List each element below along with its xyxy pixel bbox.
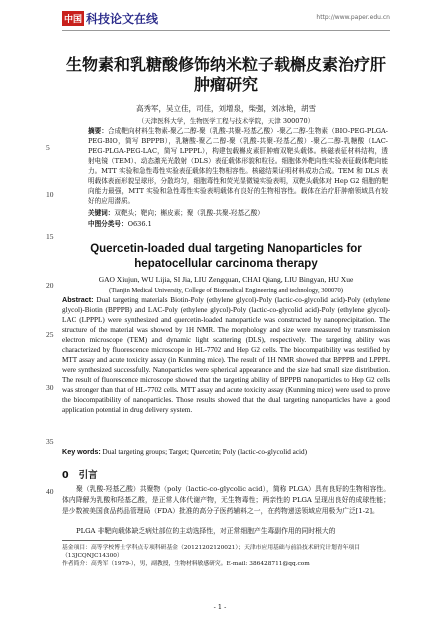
section-heading-introduction <box>62 467 108 481</box>
line-number: 15 <box>46 232 54 241</box>
section-title: 引言 <box>78 470 98 481</box>
chinese-title: 生物素和乳糖酸修饰纳米粒子载槲皮素治疗肝肿瘤研究 <box>65 55 386 94</box>
english-keywords <box>62 447 390 457</box>
chinese-abstract-text: 合成靶向材料生物素-聚乙二醇-聚（乳酸-共聚-羟基乙酸）-聚乙二醇-生物素（BIO-PEG-PLGA-PEG-BIO，简写 BPPPB），乳糖酸-聚乙二醇-聚（乳酸-共聚-羟基乙酸）-聚乙二醇-乳糖酸（LAC-PEG-PLGA-PEG-LAC，简写 LPPPL），构建包载槲皮素肝肿瘤双靶头载体。核磁表征材料结构，透射电镜（TEM）、动态激光光散射（DLS）表征载体形貌和粒径。细胞体外靶向性实验表征载体靶向能力。MTT 实验和急性毒性实验表征载体的生物相容性。核磁结果证明材料成功合成。TEM 和 DLS 表明载体表面形貌呈球形，分散均匀，细胞毒性和荧光显微镜实验表明，双靶头载体对 Hep G2 细胞的靶向能力最强，MTT 实验和急性毒性实验表明载体有良好的生物相容性。载体在治疗肝肿瘤领域具有较好的应用潜质。 <box>88 127 389 205</box>
english-abstract-label: Abstract: <box>62 295 94 304</box>
line-number: 5 <box>46 143 50 152</box>
classification-label: 中图分类号： <box>88 220 128 228</box>
page-header <box>62 8 390 36</box>
classification-value: O636.1 <box>127 220 152 228</box>
line-number: 20 <box>46 281 54 290</box>
english-authors: GAO Xiujun, WU Lijia, SI Jia, LIU Zengquan, CHAI Qiang, LIU Bingyan, HU Xue <box>98 275 354 284</box>
line-number: 25 <box>46 330 54 339</box>
chinese-keywords-label: 关键词： <box>88 209 115 217</box>
line-number: 10 <box>46 190 54 199</box>
english-abstract <box>62 295 390 415</box>
chinese-authors: 高秀军，吴立佳，司佳，刘增泉，柴强，刘冰艳，胡雪 <box>136 104 316 113</box>
intro-paragraph-1: 聚（乳酸-羟基乙酸）共聚物（poly（lactic-co-glycolic acid），简称 PLGA）具有良好的生物相容性。体内降解为乳酸和羟基乙酸，是正常人体代谢产物，无生物毒性；两亲性的 PLGA 呈现出良好的成球性能；是少数被美国食品药品管理局（FDA）批准的高分子医药辅料之一，在药物递送领域应用极为广泛[1-2]。 <box>62 485 390 515</box>
chinese-keywords-text: 双靶头；靶向；槲皮素；聚（乳酸-共聚-羟基乙酸） <box>114 209 264 217</box>
footnote-author: 作者简介：高秀军（1979-），男，副教授，生物材料敏感研究。E-mail: 386428711@qq.com <box>62 561 310 567</box>
english-abstract-text: Dual targeting materials Biotin-Poly (ethylene glycol)-Poly (lactic-co-glycolid acid)-Poly (ethylene glycol)-Biotin (BPPPB) and LAC-Poly (ethylene glycol)-Poly (lactic-co-glycolid acid)-Poly (ethylene glycol)-LAC (LPPPL) were synthesized and quercetin-loaded nanoparticle was constructed by nanoprecipitation. The structure of the material was showed by 1H NMR. The morphology and size were measured by transmission electron microscope (TEM) and dynamic light scattering (DLS), respectively. The targeting ability was characterized by fluorescence microscope in HL-7702 and Hep G2 cells. The biocompatibility was testified by MTT assay and acute toxicity assay (in Kunming mice). The result of 1H NMR showed that BPPPB and LPPPL were synthesized successfully. Nanoparticles were spherical appearance and the size had small size distribution. The result of fluorescence microscope showed that the targeting ability of BPPPB nanoparticles to Hep G2 cells was stronger than that of HL-7702 cells. MTT assay and acute toxicity assay (Kunming mice) were used to prove the biocompatibility of nanoparticles. Those results showed that the dual targeting nanoparticles have a good application potential in drug delivery system. <box>62 296 390 414</box>
site-url[interactable]: http://www.paper.edu.cn <box>316 14 390 21</box>
site-logo[interactable] <box>62 10 158 27</box>
header-divider <box>62 30 390 31</box>
chinese-affiliation: （天津医科大学，生物医学工程与技术学院，天津 300070） <box>137 117 315 125</box>
line-number: 35 <box>46 437 54 446</box>
english-keywords-text: Dual targeting groups; Target; Quercetin; Poly (lactic-co-glycolid acid) <box>102 448 308 456</box>
page-number: - 1 - <box>213 603 227 611</box>
chinese-keywords <box>88 207 388 217</box>
footnote-funding: 基金项目：高等学校博士学科点专项科研基金（20121202120021）；天津市应用基础与前沿技术研究计划青年项目（13JCQNJC14300） <box>62 545 361 559</box>
classification-number <box>88 218 388 228</box>
logo-text: 科技论文在线 <box>86 12 159 26</box>
logo-badge: 中国 <box>62 11 84 26</box>
english-title: Quercetin-loaded dual targeting Nanoparticles for hepatocellular carcinoma therapy <box>90 243 362 270</box>
section-number: 0 <box>62 470 69 481</box>
intro-paragraph-2: PLGA 非靶向载体缺乏病灶部位的主动选择性，对正常细胞产生毒副作用的同时根大的 <box>76 527 336 535</box>
chinese-abstract-label: 摘要： <box>88 127 108 135</box>
line-number: 40 <box>46 487 54 496</box>
english-keywords-label: Key words: <box>62 447 101 456</box>
chinese-abstract <box>88 126 388 206</box>
english-affiliation: (Tianjin Medical University, College of Biomedical Engineering and technology, 300070) <box>109 287 343 294</box>
line-number: 30 <box>46 383 54 392</box>
footnote-divider <box>62 540 122 541</box>
